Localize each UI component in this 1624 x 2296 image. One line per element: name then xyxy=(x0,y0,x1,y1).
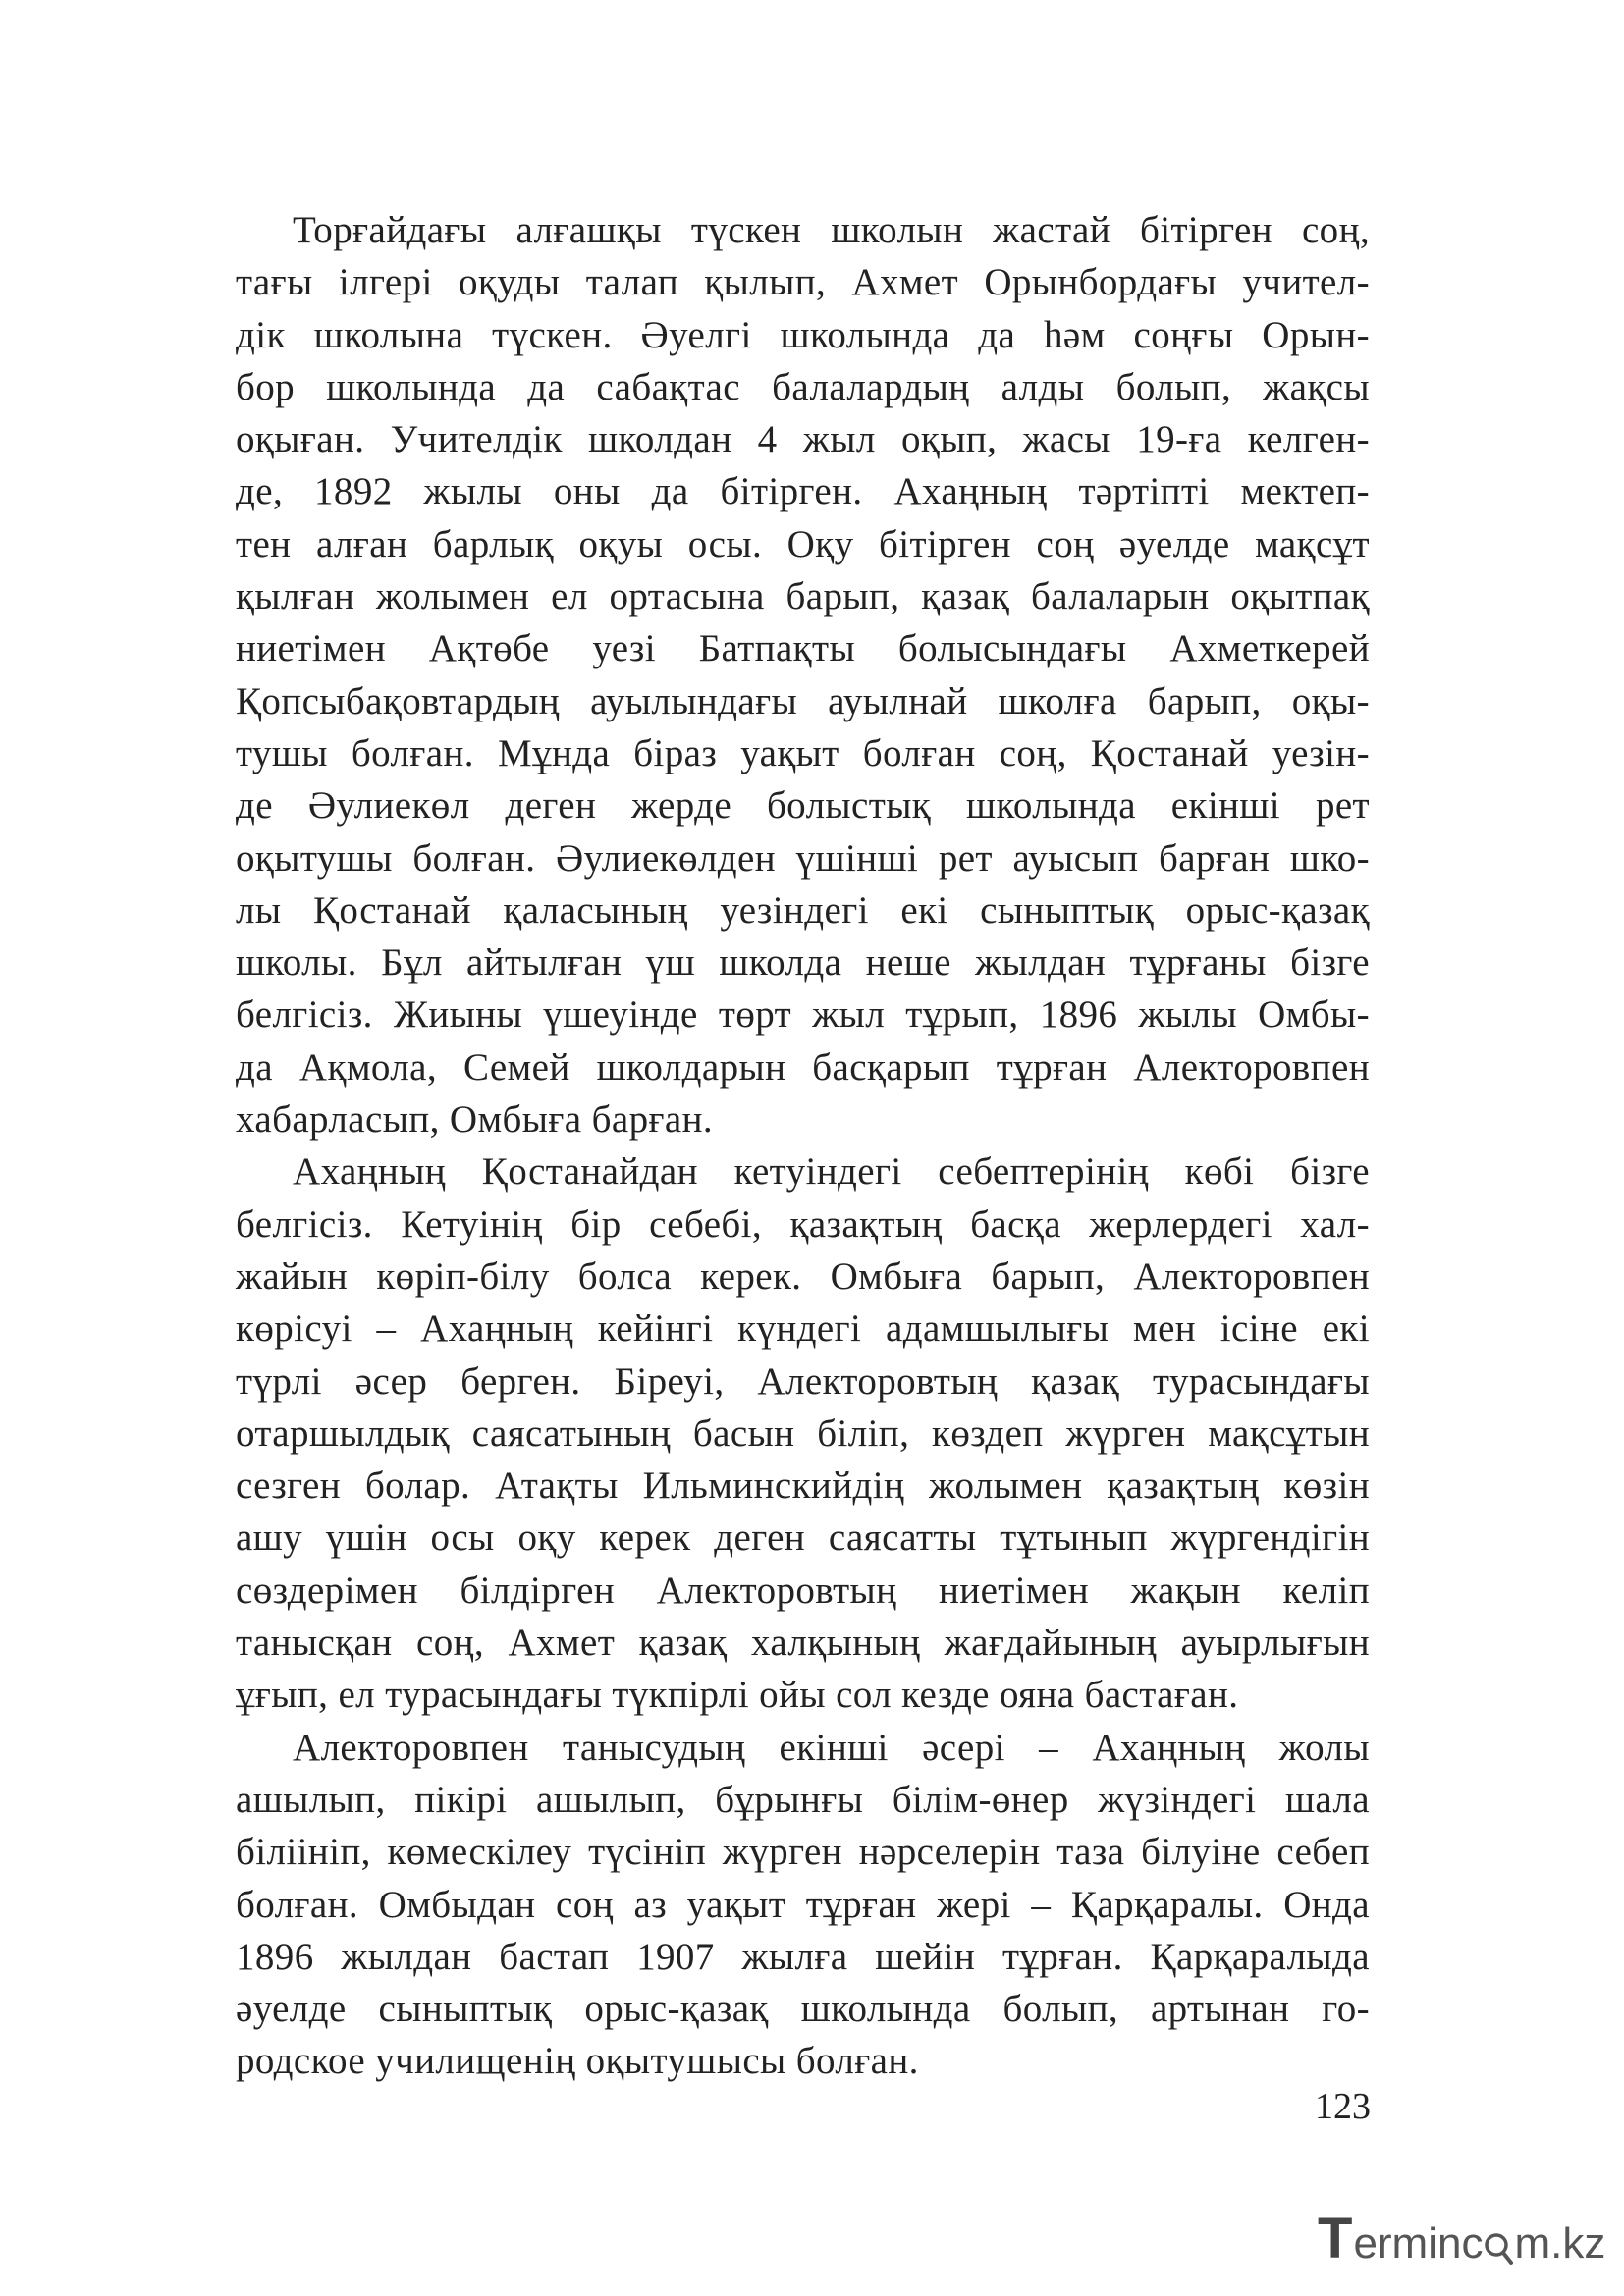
text-line: Ахаңның Қостанайдан кетуіндегі себептерінің көбі бізге xyxy=(293,1150,1370,1194)
paragraph xyxy=(236,1722,1370,2088)
watermark-logo xyxy=(1318,2209,1605,2268)
text-line: лы Қостанай қаласының уезіндегі екі сыныптық орыс-қазақ xyxy=(236,888,1370,932)
text-line: болған. Омбыдан соң аз уақыт тұрған жері – Қарқаралы. Онда xyxy=(236,1883,1370,1926)
text-line: де Әулиекөл деген жерде болыстық школында екінші рет xyxy=(236,784,1370,828)
text-line: оқыған. Учителдік школдан 4 жыл оқып, жасы 19-ға келген- xyxy=(236,418,1370,461)
text-line: родское училищенің оқытушысы болған. xyxy=(236,2040,919,2083)
text-line: тен алған барлық оқуы осы. Оқу бітірген соң әуелде мақсұт xyxy=(236,522,1370,565)
text-line: Қопсыбақовтардың ауылындағы ауылнай школға барып, оқы- xyxy=(236,679,1370,722)
text-line: Торғайдағы алғашқы түскен школын жастай бітірген соң, xyxy=(293,209,1370,251)
text-line: белгісіз. Кетуінің бір себебі, қазақтың басқа жерлердегі хал- xyxy=(236,1202,1370,1246)
text-line: әуелде сыныптық орыс-қазақ школында болып, артынан го- xyxy=(236,1988,1370,2031)
text-line: қылған жолымен ел ортасына барып, қазақ балаларын оқытпақ xyxy=(236,575,1370,618)
watermark-first-letter: T xyxy=(1318,2207,1353,2270)
text-line: 1896 жылдан бастап 1907 жылға шейін тұрған. Қарқаралыда xyxy=(236,1935,1370,1978)
paragraph xyxy=(236,204,1370,1146)
page-number: 123 xyxy=(1315,2086,1371,2127)
text-line: көрісуі – Ахаңның кейінгі күндегі адамшылығы мен ісіне екі xyxy=(236,1308,1370,1351)
text-line: жайын көріп-білу болса керек. Омбыға барып, Алекторовпен xyxy=(236,1255,1370,1298)
text-line: ашу үшін осы оқу керек деген саясатты тұтынып жүргендігін xyxy=(236,1517,1370,1560)
text-line: дік школына түскен. Әуелгі школында да һәм соңғы Орын- xyxy=(236,313,1370,356)
text-line: ниетімен Ақтөбе уезі Батпақты болысындағы Ахметкерей xyxy=(236,627,1370,670)
text-line: тушы болған. Мұнда біраз уақыт болған соң, Қостанай уезін- xyxy=(236,731,1370,774)
text-line: түрлі әсер берген. Біреуі, Алекторовтың қазақ турасындағы xyxy=(236,1360,1370,1403)
text-line: белгісіз. Жиыны үшеуінде төрт жыл тұрып, 1896 жылы Омбы- xyxy=(236,993,1370,1037)
text-line: сөздерімен білдірген Алекторовтың ниетімен жақын келіп xyxy=(236,1569,1370,1612)
text-line: де, 1892 жылы оны да бітірген. Ахаңның тәртіпті мектеп- xyxy=(236,470,1370,513)
text-line: танысқан соң, Ахмет қазақ халқының жағдайының ауырлығын xyxy=(236,1622,1370,1665)
watermark-text-after: m.kz xyxy=(1514,2219,1606,2268)
text-line: отаршылдық саясатының басын біліп, көздеп жүрген мақсұтын xyxy=(236,1412,1370,1455)
text-line: бор школында да сабақтас балалардың алды болып, жақсы xyxy=(236,365,1370,408)
watermark-text-before: erminc xyxy=(1353,2219,1484,2268)
magnifier-icon xyxy=(1484,2224,1513,2268)
paragraph xyxy=(236,1146,1370,1721)
text-line: ашылып, пікірі ашылып, бұрынғы білім-өнер жүзіндегі шала xyxy=(236,1778,1370,1821)
text-line: ұғып, ел турасындағы түкпірлі ойы сол кезде ояна бастаған. xyxy=(236,1674,1239,1717)
text-line: сезген болар. Атақты Ильминскийдің жолымен қазақтың көзін xyxy=(236,1465,1370,1508)
text-line: тағы ілгері оқуды талап қылып, Ахмет Орынбордағы учител- xyxy=(236,261,1370,304)
body-text xyxy=(236,204,1370,2088)
text-line: Алекторовпен танысудың екінші әсері – Ахаңның жолы xyxy=(293,1726,1370,1769)
text-line: да Ақмола, Семей школдарын басқарып тұрған Алекторовпен xyxy=(236,1045,1370,1089)
text-line: школы. Бұл айтылған үш школда неше жылдан тұрғаны бізге xyxy=(236,941,1370,985)
text-line: біліініп, көмескілеу түсініп жүрген нәрселерін таза білуіне себеп xyxy=(236,1831,1370,1874)
text-line: хабарласып, Омбыға барған. xyxy=(236,1098,714,1142)
text-line: оқытушы болған. Әулиекөлден үшінші рет ауысып барған шко- xyxy=(236,836,1370,880)
